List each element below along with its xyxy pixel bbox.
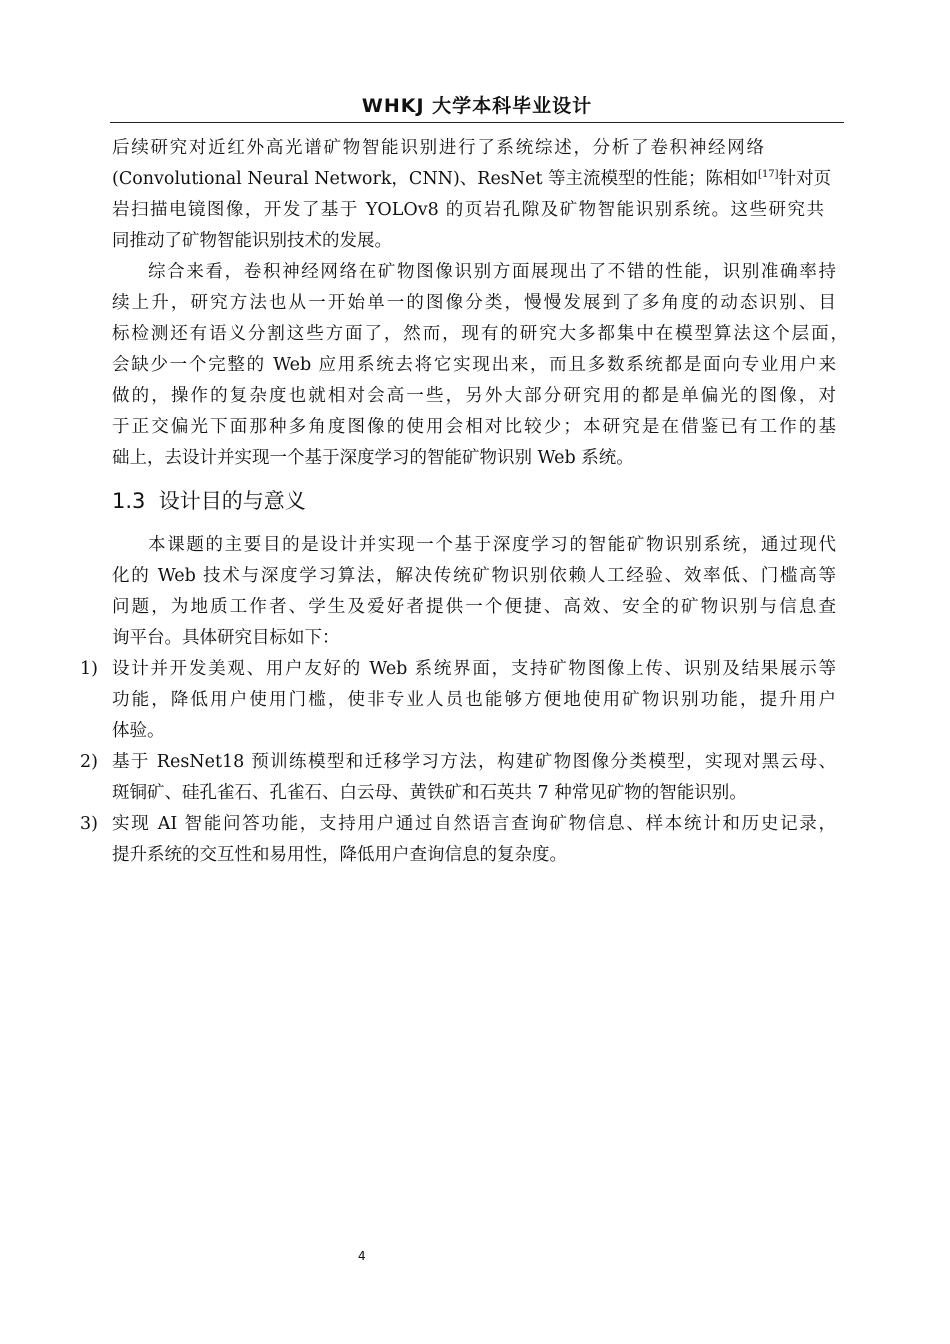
para2-line-3: 标检测还有语义分割这些方面了，然而，现有的研究大多都集中在模型算法这个层面， — [112, 324, 848, 344]
header-title: WHKJ 大学本科毕业设计 — [361, 95, 593, 117]
para1-line-4: 同推动了矿物智能识别技术的发展。 — [112, 231, 392, 251]
para2-line-5: 做的，操作的复杂度也就相对会高一些，另外大部分研究用的都是单偏光的图像，对 — [112, 386, 836, 406]
goal-1-line-3: 体验。 — [112, 721, 165, 741]
para1-line-2-text: (Convolutional Neural Network，CNN)、ResNet 等主流模型的性能；陈相如 — [112, 169, 759, 189]
para2-line-2: 续上升，研究方法也从一开始单一的图像分类，慢慢发展到了多角度的动态识别、目 — [112, 293, 836, 313]
goal-1-number: 1) — [80, 659, 98, 679]
goal-3-number: 3) — [80, 814, 98, 834]
citation-17: [17] — [758, 169, 779, 181]
page-header — [110, 90, 844, 123]
para3-line-1: 本课题的主要目的是设计并实现一个基于深度学习的智能矿物识别系统，通过现代 — [148, 535, 836, 555]
para2-line-4: 会缺少一个完整的 Web 应用系统去将它实现出来，而且多数系统都是面向专业用户来 — [112, 355, 836, 375]
para3-line-3: 问题，为地质工作者、学生及爱好者提供一个便捷、高效、安全的矿物识别与信息查 — [112, 597, 836, 617]
para2-line-1: 综合来看，卷积神经网络在矿物图像识别方面展现出了不错的性能，识别准确率持 — [148, 262, 836, 282]
goal-3-line-1: 实现 AI 智能问答功能，支持用户通过自然语言查询矿物信息、样本统计和历史记录， — [112, 814, 836, 834]
page-number: 4 — [358, 1249, 366, 1263]
para2-line-7: 础上，去设计并实现一个基于深度学习的智能矿物识别 Web 系统。 — [112, 448, 634, 468]
section-heading — [112, 487, 306, 515]
para1-line-2 — [112, 168, 832, 190]
goal-1-line-2: 功能，降低用户使用门槛，使非专业人员也能够方便地使用矿物识别功能，提升用户 — [112, 690, 836, 710]
section-title: 设计目的与意义 — [158, 489, 306, 513]
para3-line-2: 化的 Web 技术与深度学习算法，解决传统矿物识别依赖人工经验、效率低、门槛高等 — [112, 566, 836, 586]
para3-line-4: 询平台。具体研究目标如下： — [112, 628, 340, 648]
para1-line-2-end: 针对页 — [778, 169, 832, 189]
section-number: 1.3 — [112, 489, 146, 513]
goal-2-line-1: 基于 ResNet18 预训练模型和迁移学习方法，构建矿物图像分类模型，实现对黑云母、 — [112, 752, 836, 772]
goal-2-line-2: 斑铜矿、硅孔雀石、孔雀石、白云母、黄铁矿和石英共 7 种常见矿物的智能识别。 — [112, 783, 747, 803]
goal-2-number: 2) — [80, 752, 98, 772]
para1-line-1: 后续研究对近红外高光谱矿物智能识别进行了系统综述，分析了卷积神经网络 — [112, 138, 764, 158]
para2-line-6: 于正交偏光下面那种多角度图像的使用会相对比较少；本研究是在借鉴已有工作的基 — [112, 417, 836, 437]
goal-1-line-1: 设计并开发美观、用户友好的 Web 系统界面，支持矿物图像上传、识别及结果展示等 — [112, 659, 836, 679]
goal-3-line-2: 提升系统的交互性和易用性，降低用户查询信息的复杂度。 — [112, 845, 567, 865]
para1-line-3: 岩扫描电镜图像，开发了基于 YOLOv8 的页岩孔隙及矿物智能识别系统。这些研究共 — [112, 200, 824, 220]
